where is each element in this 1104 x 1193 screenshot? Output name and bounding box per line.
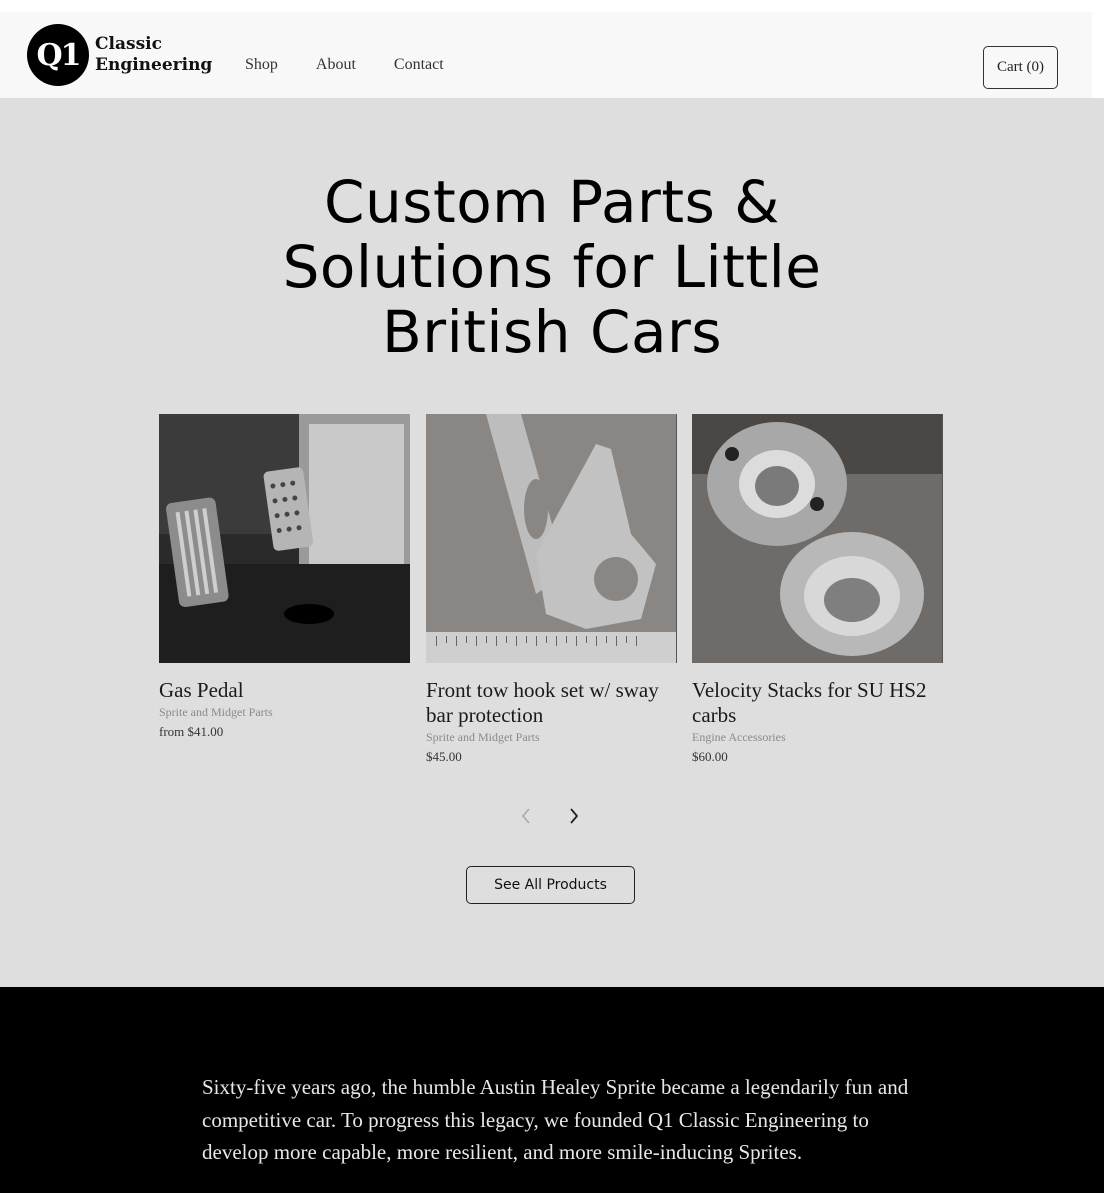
product-category: Sprite and Midget Parts xyxy=(159,705,273,719)
site-header xyxy=(0,12,1092,98)
product-price: $60.00 xyxy=(692,749,728,764)
hero-title xyxy=(0,170,1104,365)
logo-line-1: Classic xyxy=(95,34,162,54)
velocity-stacks-image[interactable] xyxy=(692,414,943,663)
product-card-tow-hook[interactable] xyxy=(426,414,677,765)
nav-contact[interactable]: Contact xyxy=(393,56,444,73)
hero-title-line-2: Solutions for Little xyxy=(282,233,822,301)
see-all-products-button[interactable]: See All Products xyxy=(466,866,635,904)
about-text: Sixty-five years ago, the humble Austin Healey Sprite became a legendarily fun and competitive car. To progress this legacy, we founded Q1 Classic Engineering to develop more capable, more resilient, and more smile-inducing Sprites. xyxy=(202,1075,909,1164)
product-name[interactable]: Front tow hook set w/ sway bar protection xyxy=(426,678,659,727)
main-nav xyxy=(245,56,444,74)
chevron-right-icon[interactable] xyxy=(564,804,584,828)
product-card-gas-pedal[interactable] xyxy=(159,414,410,740)
product-name[interactable]: Gas Pedal xyxy=(159,678,244,702)
tow-hook-image[interactable] xyxy=(426,414,677,663)
logo-text xyxy=(95,34,212,76)
gas-pedal-image[interactable] xyxy=(159,414,410,663)
logo-mark: Q1 xyxy=(27,24,89,86)
product-name[interactable]: Velocity Stacks for SU HS2 carbs xyxy=(692,678,927,727)
product-price: from $41.00 xyxy=(159,724,224,739)
about-section xyxy=(0,987,1104,1193)
nav-shop[interactable]: Shop xyxy=(245,56,278,73)
hero-section xyxy=(0,98,1104,987)
nav-about[interactable]: About xyxy=(315,56,356,73)
cart-button[interactable]: Cart (0) xyxy=(983,46,1058,89)
product-category: Sprite and Midget Parts xyxy=(426,730,540,744)
hero-title-line-3: British Cars xyxy=(381,298,723,366)
chevron-left-icon[interactable] xyxy=(516,804,536,828)
product-price: $45.00 xyxy=(426,749,462,764)
logo-line-2: Engineering xyxy=(95,55,213,75)
site-logo[interactable] xyxy=(27,24,212,86)
product-category: Engine Accessories xyxy=(692,730,786,744)
product-card-velocity-stacks[interactable] xyxy=(692,414,943,765)
hero-title-line-1: Custom Parts & xyxy=(323,168,781,236)
